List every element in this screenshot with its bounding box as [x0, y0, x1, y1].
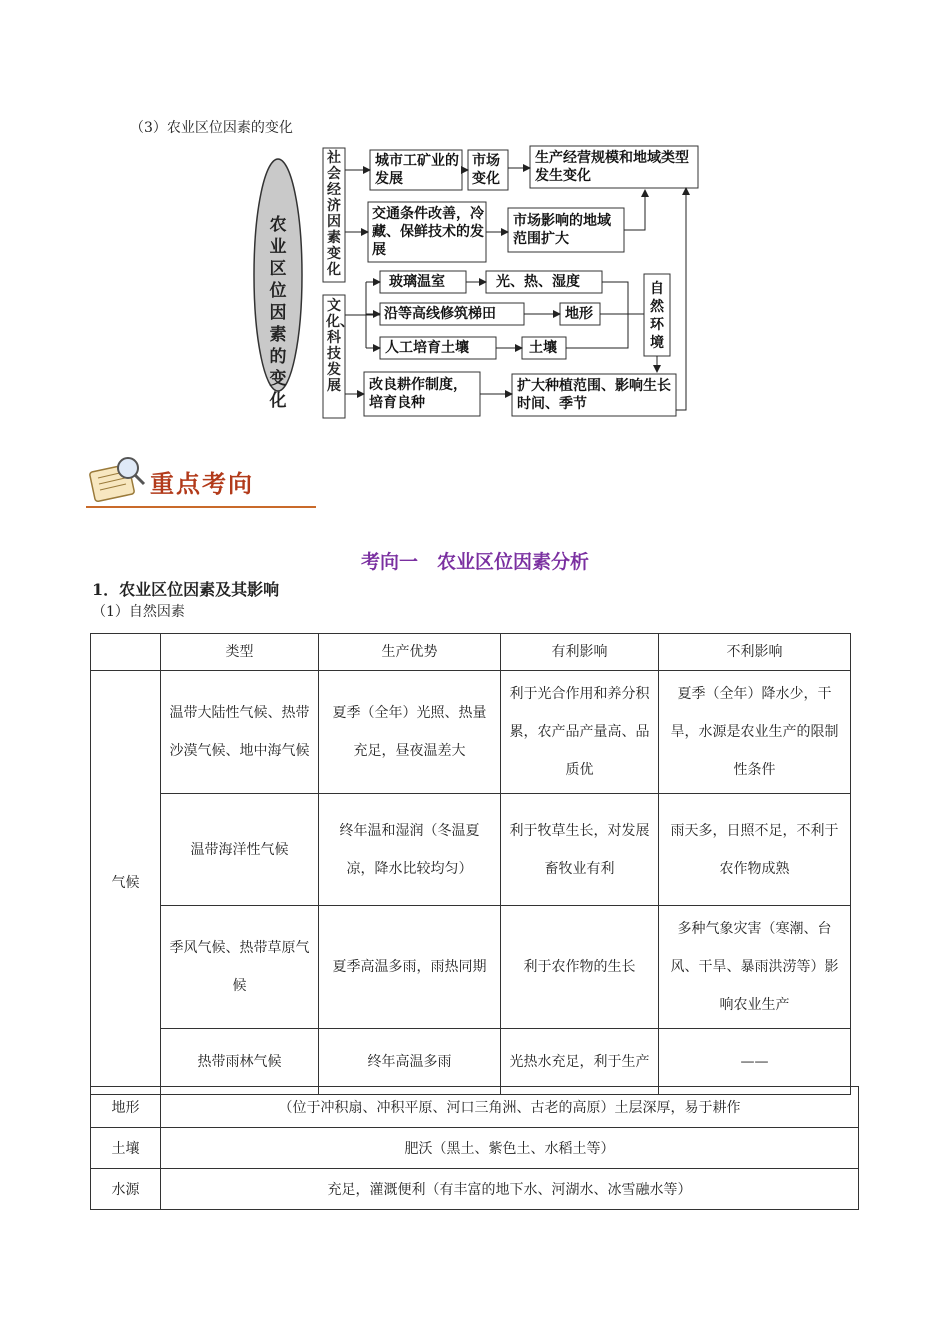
table-row — [91, 906, 851, 1029]
table-row — [91, 1087, 859, 1128]
box-terrace: 沿等高线修筑梯田 — [384, 306, 496, 322]
box-transport: 交通条件改善，冷藏、保鲜技术的发展 — [372, 206, 484, 258]
table-cell: 终年温和湿润（冬温夏凉，降水比较均匀） — [319, 794, 501, 906]
table-row — [91, 1029, 851, 1095]
natural-factors-table — [90, 633, 851, 1095]
table-cell: 温带海洋性气候 — [161, 794, 319, 906]
header-cell: 有利影响 — [501, 634, 659, 671]
notebook-magnifier-icon — [86, 454, 148, 506]
section-heading-1: 1．农业区位因素及其影响 — [92, 580, 280, 599]
box-greenhouse: 玻璃温室 — [389, 274, 445, 290]
box-soil: 土壤 — [529, 340, 557, 356]
factor-value: 充足，灌溉便利（有丰富的地下水、河湖水、冰雪融水等） — [161, 1169, 859, 1210]
table-cell: 利于光合作用和养分积累，农产品产量高、品质优 — [501, 671, 659, 794]
box-city: 城市工矿业的发展 — [375, 153, 459, 187]
box-expand: 扩大种植范围、影响生长时间、季节 — [517, 378, 671, 412]
factor-value: （位于冲积扇、冲积平原、河口三角洲、古老的高原）土层深厚，易于耕作 — [161, 1087, 859, 1128]
table-cell: 夏季（全年）光照、热量充足，昼夜温差大 — [319, 671, 501, 794]
table-row — [91, 794, 851, 906]
factor-label: 水源 — [91, 1169, 161, 1210]
other-factors-table — [90, 1086, 859, 1210]
group-social-label: 社会经济因素变化 — [327, 150, 341, 278]
table-row — [91, 671, 851, 794]
table-cell: 多种气象灾害（寒潮、台风、干旱、暴雨洪涝等）影响农业生产 — [659, 906, 851, 1029]
table-cell: —— — [659, 1029, 851, 1095]
table-cell: 热带雨林气候 — [161, 1029, 319, 1095]
header-cell: 不利影响 — [659, 634, 851, 671]
climate-cell: 气候 — [91, 671, 161, 1095]
box-light: 光、热、湿度 — [496, 274, 580, 290]
box-terrain: 地形 — [565, 306, 593, 322]
box-market: 市场变化 — [472, 153, 500, 187]
factor-change-diagram — [250, 140, 710, 430]
table-row — [91, 1169, 859, 1210]
center-label: 农业区位因素的变化 — [269, 215, 287, 411]
table-cell: 夏季高温多雨，雨热同期 — [319, 906, 501, 1029]
header-cell: 生产优势 — [319, 634, 501, 671]
factor-label: 地形 — [91, 1087, 161, 1128]
header-cell: 类型 — [161, 634, 319, 671]
table-cell: 终年高温多雨 — [319, 1029, 501, 1095]
table-cell: 季风气候、热带草原气候 — [161, 906, 319, 1029]
box-market-range: 市场影响的地域范围扩大 — [513, 213, 611, 247]
subsection-heading: （1）自然因素 — [92, 604, 185, 620]
table-cell: 光热水充足，利于生产 — [501, 1029, 659, 1095]
box-scale: 生产经营规模和地域类型发生变化 — [535, 150, 689, 184]
key-points-banner — [86, 452, 316, 510]
table-row — [91, 1128, 859, 1169]
header-cell-empty — [91, 634, 161, 671]
table-cell: 夏季（全年）降水少，干旱，水源是农业生产的限制性条件 — [659, 671, 851, 794]
table-header-row — [91, 634, 851, 671]
table-cell: 利于牧草生长，对发展畜牧业有利 — [501, 794, 659, 906]
banner-underline — [86, 506, 316, 508]
group-culture-label: 文化、科技发展 — [326, 298, 354, 394]
box-soil-cultivation: 人工培育土壤 — [385, 340, 469, 356]
factor-label: 土壤 — [91, 1128, 161, 1169]
section-title: （3）农业区位因素的变化 — [130, 120, 293, 136]
box-nature: 自然环境 — [650, 281, 664, 351]
table-cell: 温带大陆性气候、热带沙漠气候、地中海气候 — [161, 671, 319, 794]
table-cell: 雨天多，日照不足，不利于农作物成熟 — [659, 794, 851, 906]
direction-heading: 考向一 农业区位因素分析 — [360, 551, 589, 573]
factor-value: 肥沃（黑土、紫色土、水稻土等） — [161, 1128, 859, 1169]
table-cell: 利于农作物的生长 — [501, 906, 659, 1029]
box-improve: 改良耕作制度，培育良种 — [369, 377, 467, 411]
banner-title: 重点考向 — [150, 470, 254, 498]
